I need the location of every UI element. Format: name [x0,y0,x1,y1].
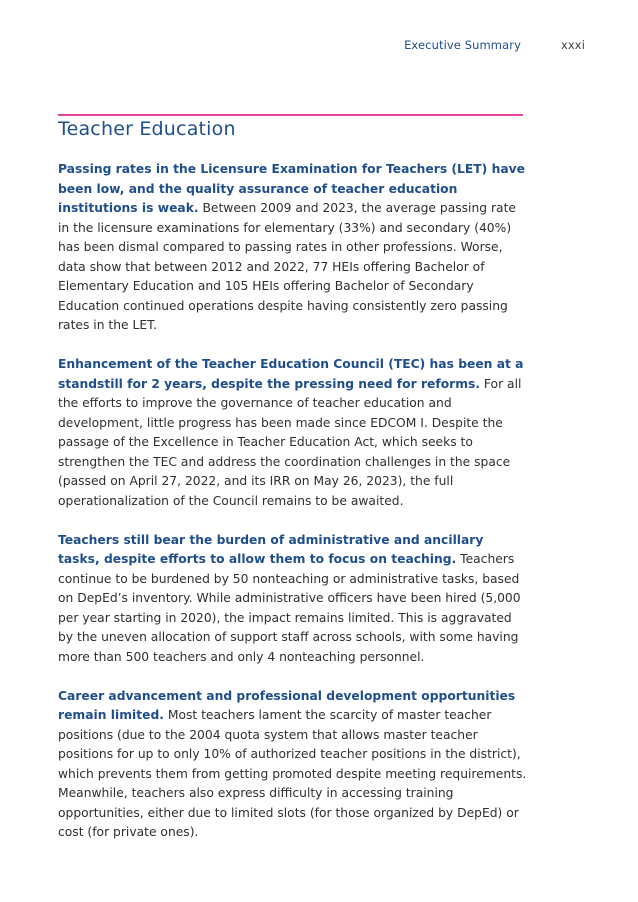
body-content [58,160,528,862]
section-title: Teacher Education [58,118,236,140]
paragraph-lead: Passing rates in the Licensure Examination for Teachers (LET) have been low, and the quality assurance of teacher education institutions is weak. [58,162,525,215]
title-divider [58,114,523,116]
paragraph-lead: Career advancement and professional development opportunities remain limited. [58,688,516,722]
paragraph-let-passing-rates [58,160,528,336]
paragraph-career-advancement [58,687,528,843]
paragraph-lead: Teachers still bear the burden of administrative and ancillary tasks, despite efforts to allow them to focus on teaching. [58,532,484,566]
paragraph-body: Between 2009 and 2023, the average passing rate in the licensure examinations for elementary (33%) and secondary (40%) has been dismal compared to passing rates in other professions. Worse, data show that between 2012 and 2022, 77 HEIs offering Bachelor of Elementary Education and 105 HEIs offering Bachelor of Secondary Education continued operations despite having consistently zero passing rates in the LET. [58,201,516,332]
paragraph-administrative-tasks [58,531,528,668]
page-number: xxxi [560,38,585,52]
running-header [404,38,585,52]
paragraph-body: Most teachers lament the scarcity of master teacher positions (due to the 2004 quota system that allows master teacher positions for up to only 10% of authorized teacher positions in the district), which prevents them from getting promoted despite meeting requirements. Meanwhile, teachers also express difficulty in accessing training opportunities, either due to limited slots (for those organized by DepEd) or cost (for private ones). [58,708,527,839]
paragraph-body: Teachers continue to be burdened by 50 nonteaching or administrative tasks, based on DepEd’s inventory. While administrative officers have been hired (5,000 per year starting in 2020), the impact remains limited. This is aggravated by the uneven allocation of support staff across schools, with some having more than 500 teachers and only 4 nonteaching personnel. [58,552,521,664]
paragraph-body: For all the efforts to improve the governance of teacher education and development, little progress has been made since EDCOM I. Despite the passage of the Excellence in Teacher Education Act, which seeks to strengthen the TEC and address the coordination challenges in the space (passed on April 27, 2022, and its IRR on May 26, 2023), the full operationalization of the Council remains to be awaited. [58,376,522,508]
paragraph-lead: Enhancement of the Teacher Education Council (TEC) has been at a standstill for 2 years, despite the pressing need for reforms. [58,357,524,391]
paragraph-tec-enhancement [58,355,528,511]
header-section-title: Executive Summary [404,38,521,52]
